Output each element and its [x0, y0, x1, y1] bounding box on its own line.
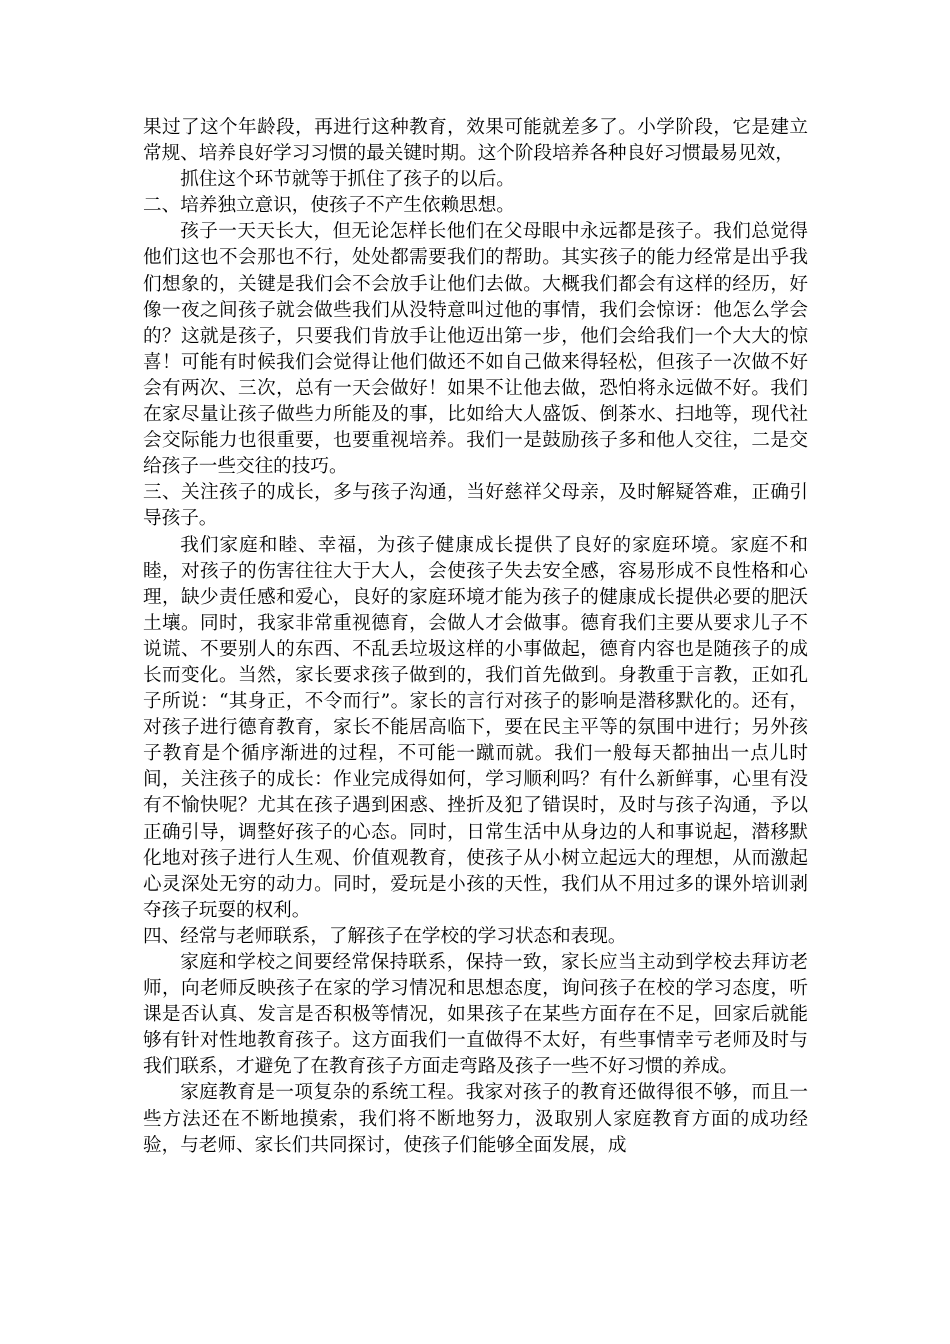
paragraph-conclusion: 家庭教育是一项复杂的系统工程。我家对孩子的教育还做得很不够，而且一些方法还在不断地摸索，我们将不断地努力，汲取别人家庭教育方面的成功经验，与老师、家长们共同探讨，使孩子们能够全面发展，成: [143, 1082, 808, 1156]
section-heading-4: 四、经常与老师联系，了解孩子在学校的学习状态和表现。: [143, 925, 627, 947]
paragraph-seize-link: 抓住这个环节就等于抓住了孩子的以后。: [180, 169, 515, 191]
paragraph-independence: 孩子一天天长大，但无论怎样长他们在父母眼中永远都是孩子。我们总觉得他们这也不会那也不行，处处都需要我们的帮助。其实孩子的能力经常是出乎我们想象的，关键是我们会不会放手让他们去做。大概我们都会有这样的经历，好像一夜之间孩子就会做些我们从没特意叫过他的事情，我们会惊讶：他怎么学会的？这就是孩子，只要我们肯放手让他迈出第一步，他们会给我们一个大大的惊喜！可能有时候我们会觉得让他们做还不如自己做来得轻松，但孩子一次做不好会有两次、三次，总有一天会做好！如果不让他去做，恐怕将永远做不好。我们在家尽量让孩子做些力所能及的事，比如给大人盛饭、倒茶水、扫地等，现代社会交际能力也很重要，也要重视培养。我们一是鼓励孩子多和他人交往，二是交给孩子一些交往的技巧。: [143, 221, 808, 478]
paragraph-teacher-contact: 家庭和学校之间要经常保持联系，保持一致，家长应当主动到学校去拜访老师，向老师反映孩子在家的学习情况和思想态度，询问孩子在校的学习态度，听课是否认真、发言是否积极等情况，如果孩子在某些方面存在不足，回家后就能够有针对性地教育孩子。这方面我们一直做得不太好，有些事情幸亏老师及时与我们联系，才避免了在教育孩子方面走弯路及孩子一些不好习惯的养成。: [143, 952, 808, 1078]
section-heading-2: 二、培养独立意识，使孩子不产生依赖思想。: [143, 195, 515, 217]
document-page: [143, 115, 808, 1159]
paragraph-continuation: 果过了这个年龄段，再进行这种教育，效果可能就差多了。小学阶段，它是建立常规、培养良好学习习惯的最关键时期。这个阶段培养各种良好习惯最易见效，: [143, 117, 808, 165]
section-heading-3: 三、关注孩子的成长，多与孩子沟通，当好慈祥父母亲，及时解疑答难，正确引导孩子。: [143, 482, 808, 530]
paragraph-family-harmony: 我们家庭和睦、幸福，为孩子健康成长提供了良好的家庭环境。家庭不和睦，对孩子的伤害往往大于大人，会使孩子失去安全感，容易形成不良性格和心理，缺少责任感和爱心，良好的家庭环境才能为孩子的健康成长提供必要的肥沃土壤。同时，我家非常重视德育，会做人才会做事。德育我们主要从要求儿子不说谎、不要别人的东西、不乱丢垃圾这样的小事做起，德育内容也是随孩子的成长而变化。当然，家长要求孩子做到的，我们首先做到。身教重于言教，正如孔子所说：“其身正，不令而行”。家长的言行对孩子的影响是潜移默化的。还有，对孩子进行德育教育，家长不能居高临下，要在民主平等的氛围中进行；另外孩子教育是个循序渐进的过程，不可能一蹴而就。我们一般每天都抽出一点儿时间，关注孩子的成长：作业完成得如何，学习顺利吗？有什么新鲜事，心里有没有不愉快呢？尤其在孩子遇到困惑、挫折及犯了错误时，及时与孩子沟通，予以正确引导，调整好孩子的心态。同时，日常生活中从身边的人和事说起，潜移默化地对孩子进行人生观、价值观教育，使孩子从小树立起远大的理想，从而激起心灵深处无穷的动力。同时，爱玩是小孩的天性，我们从不用过多的课外培训剥夺孩子玩耍的权利。: [143, 534, 808, 921]
